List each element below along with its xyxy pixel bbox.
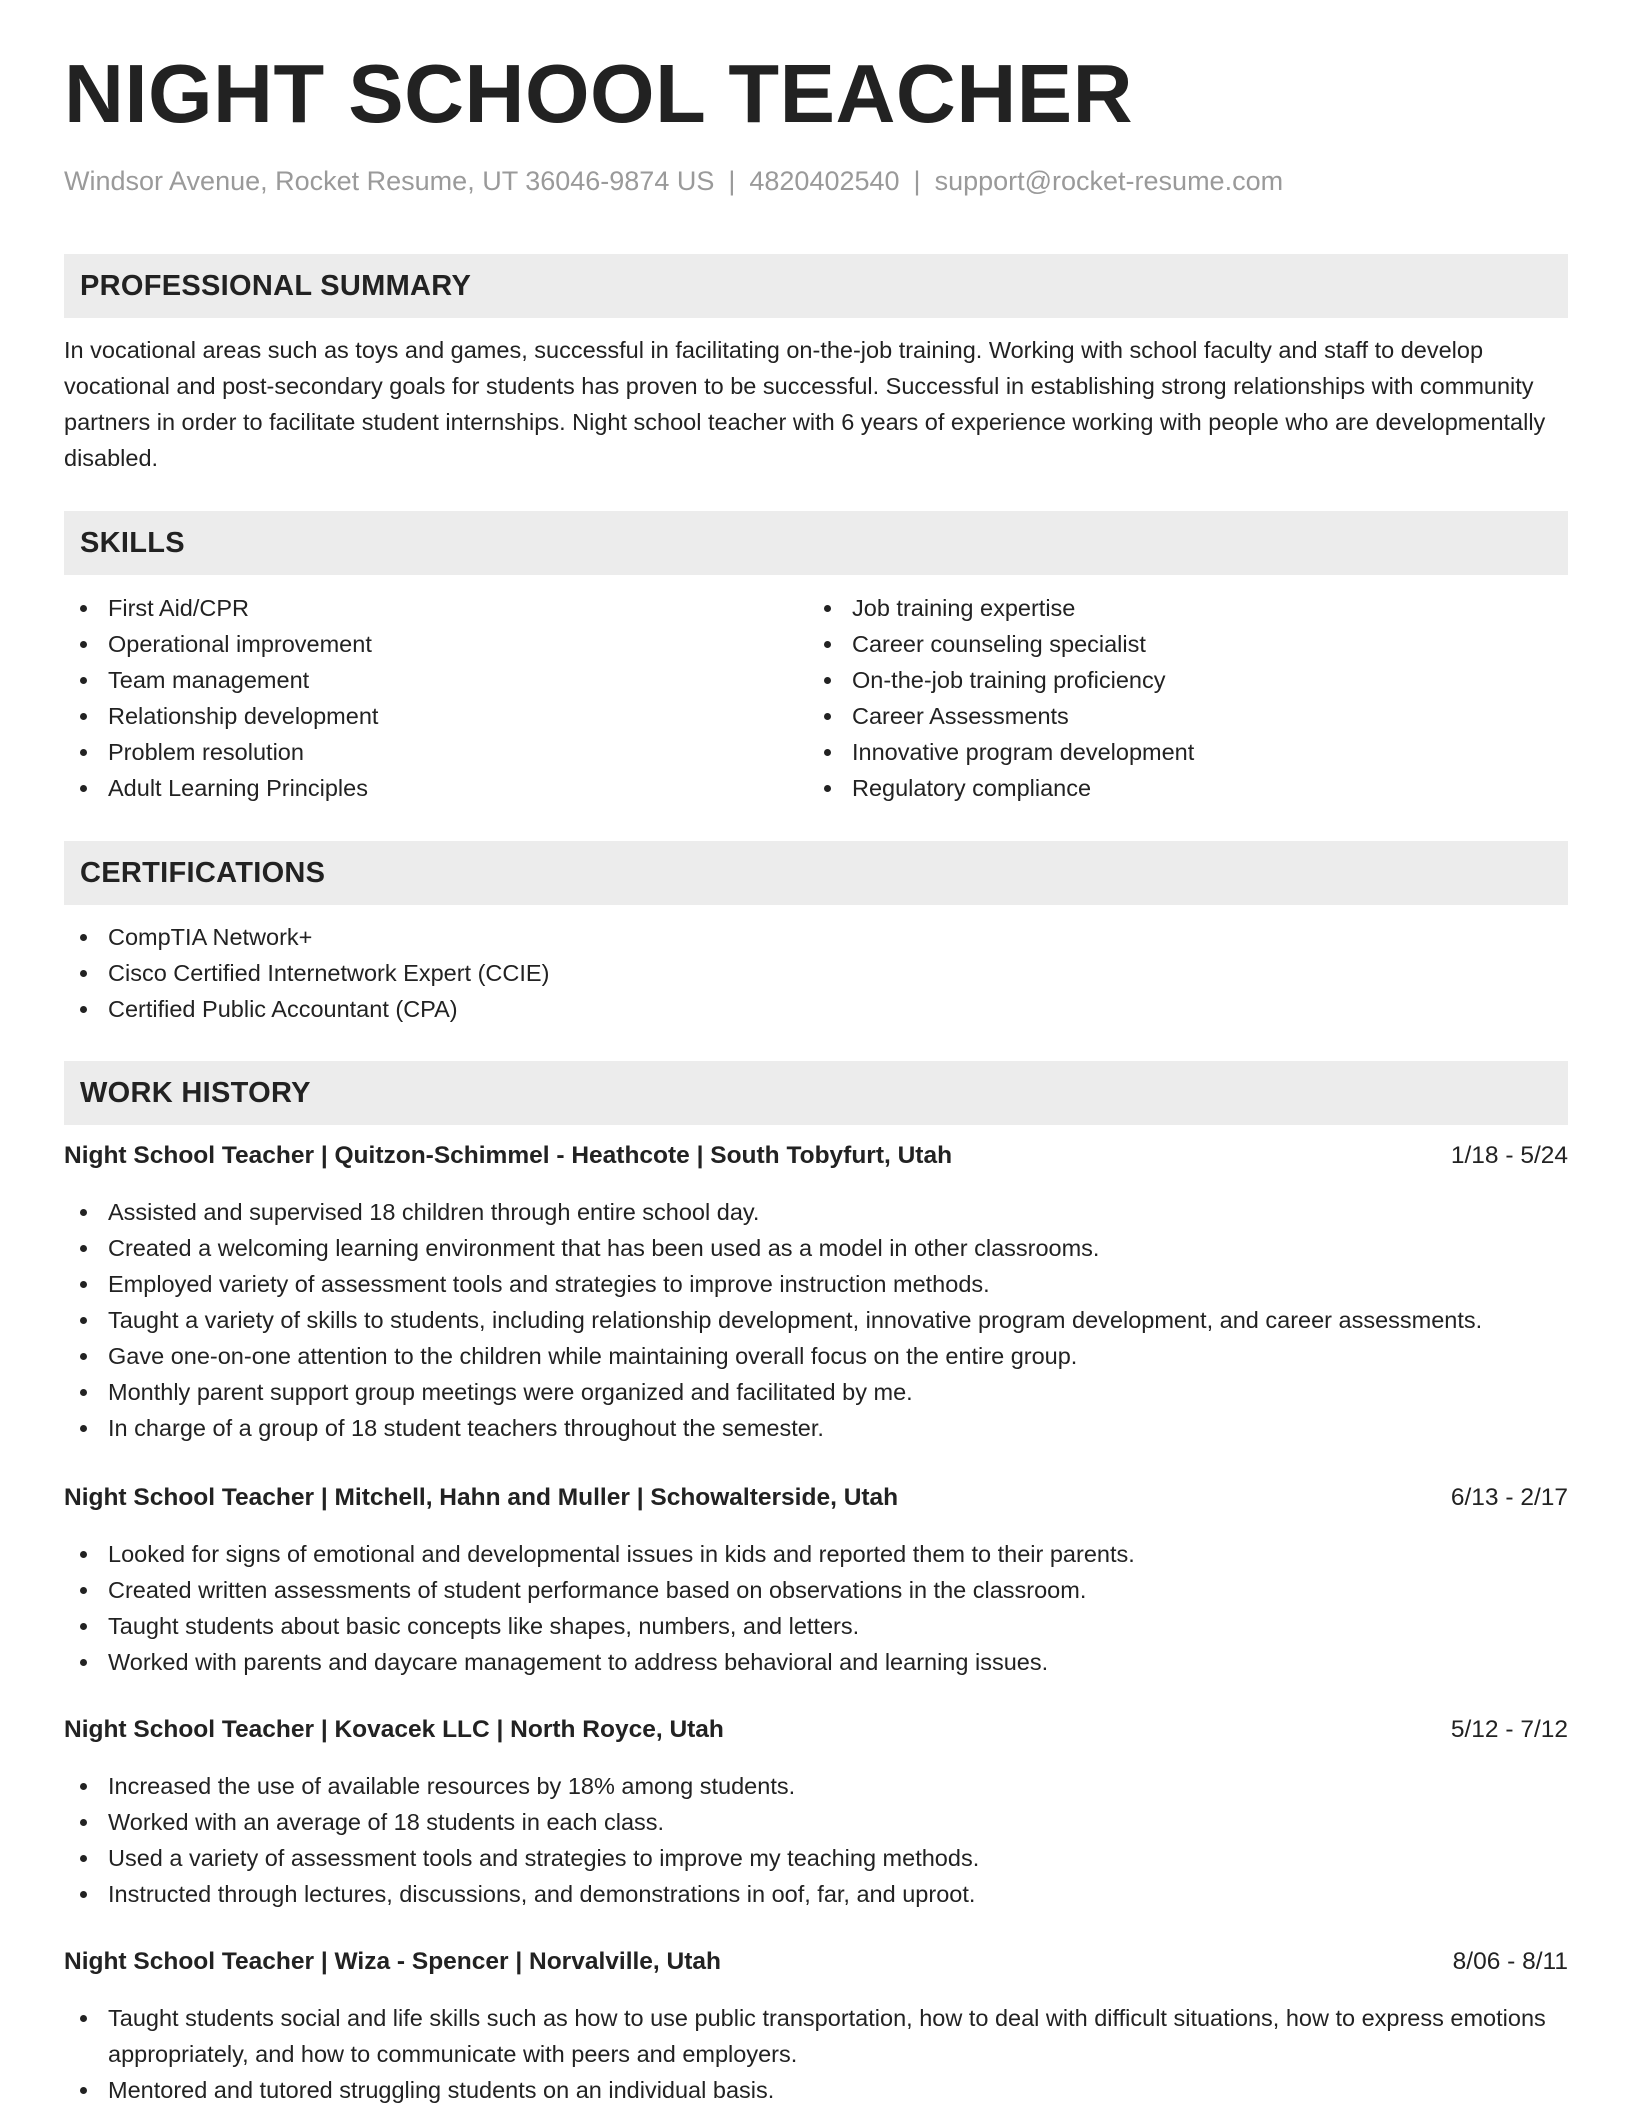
contact-address: Windsor Avenue, Rocket Resume, UT 36046-9874 US <box>64 166 715 196</box>
summary-text: In vocational areas such as toys and games, successful in facilitating on-the-job training. Working with school faculty and staff to develop vocational and post-secondary goals for students has proven to be successful. Successful in establishing strong relationships with community partners in order to facilitate student internships. Night school teacher with 6 years of experience working with people who are developmentally disabled. <box>64 337 1546 471</box>
job-dates: 1/18 - 5/24 <box>1450 1142 1568 1169</box>
job-title: Night School Teacher | Kovacek LLC | North Royce, Utah <box>64 1716 724 1743</box>
list-item: Certified Public Accountant (CPA) <box>64 991 1568 1027</box>
list-item: Employed variety of assessment tools and strategies to improve instruction methods. <box>64 1266 1568 1302</box>
skills-section-header <box>64 511 1568 575</box>
job-dates: 8/06 - 8/11 <box>1452 1948 1568 1975</box>
list-item: Assisted and supervised 18 children through entire school day. <box>64 1194 1568 1230</box>
summary-heading: PROFESSIONAL SUMMARY <box>80 269 472 302</box>
skills-right-list <box>808 590 1548 806</box>
list-item: Taught a variety of skills to students, including relationship development, innovative program development, and career assessments. <box>64 1302 1568 1338</box>
list-item: Regulatory compliance <box>808 770 1548 806</box>
contact-separator: | <box>913 166 921 196</box>
job-entry <box>64 1716 1568 1912</box>
list-item: Looked for signs of emotional and developmental issues in kids and reported them to their parents. <box>64 1536 1568 1572</box>
summary-section-header <box>64 254 1568 318</box>
list-item: Problem resolution <box>64 734 804 770</box>
job-entry <box>64 1484 1568 1680</box>
skills-right-column <box>808 590 1548 806</box>
list-item: In charge of a group of 18 student teachers throughout the semester. <box>64 1410 1568 1446</box>
job-dates: 6/13 - 2/17 <box>1450 1484 1568 1511</box>
list-item: Career counseling specialist <box>808 626 1548 662</box>
list-item: Taught students social and life skills such as how to use public transportation, how to deal with difficult situations, how to express emotions appropriately, and how to communicate with peers and employers. <box>64 2000 1568 2072</box>
job-bullet-list <box>64 1194 1568 1446</box>
certifications-section-header <box>64 841 1568 905</box>
certifications-list <box>64 919 1568 1027</box>
job-bullet-list <box>64 1768 1568 1912</box>
job-header <box>64 1484 1568 1524</box>
work-section-header <box>64 1061 1568 1125</box>
job-entry <box>64 1142 1568 1446</box>
skills-left-column <box>64 590 804 806</box>
skills-left-list <box>64 590 804 806</box>
contact-email: support@rocket-resume.com <box>934 166 1284 196</box>
list-item: Created a welcoming learning environment that has been used as a model in other classrooms. <box>64 1230 1568 1266</box>
list-item: Job training expertise <box>808 590 1548 626</box>
job-title: Night School Teacher | Mitchell, Hahn and Muller | Schowalterside, Utah <box>64 1484 899 1511</box>
list-item: Taught students about basic concepts like shapes, numbers, and letters. <box>64 1608 1568 1644</box>
job-entry <box>64 1948 1568 2108</box>
resume-name: NIGHT SCHOOL TEACHER <box>64 47 1134 140</box>
job-header <box>64 1716 1568 1756</box>
list-item: Gave one-on-one attention to the children while maintaining overall focus on the entire group. <box>64 1338 1568 1374</box>
list-item: Created written assessments of student performance based on observations in the classroom. <box>64 1572 1568 1608</box>
list-item: On-the-job training proficiency <box>808 662 1548 698</box>
certifications-block <box>64 919 1568 1027</box>
job-header <box>64 1948 1568 1988</box>
list-item: Increased the use of available resources by 18% among students. <box>64 1768 1568 1804</box>
list-item: Innovative program development <box>808 734 1548 770</box>
list-item: Used a variety of assessment tools and strategies to improve my teaching methods. <box>64 1840 1568 1876</box>
list-item: Cisco Certified Internetwork Expert (CCIE) <box>64 955 1568 991</box>
skills-heading: SKILLS <box>80 526 185 559</box>
contact-line <box>64 168 1283 195</box>
contact-separator: | <box>728 166 736 196</box>
list-item: First Aid/CPR <box>64 590 804 626</box>
job-dates: 5/12 - 7/12 <box>1450 1716 1568 1743</box>
certifications-heading: CERTIFICATIONS <box>80 856 326 889</box>
list-item: CompTIA Network+ <box>64 919 1568 955</box>
list-item: Instructed through lectures, discussions, and demonstrations in oof, far, and uproot. <box>64 1876 1568 1912</box>
list-item: Monthly parent support group meetings were organized and facilitated by me. <box>64 1374 1568 1410</box>
job-title: Night School Teacher | Wiza - Spencer | Norvalville, Utah <box>64 1948 721 1975</box>
list-item: Worked with parents and daycare management to address behavioral and learning issues. <box>64 1644 1568 1680</box>
list-item: Mentored and tutored struggling students on an individual basis. <box>64 2072 1568 2108</box>
list-item: Adult Learning Principles <box>64 770 804 806</box>
list-item: Relationship development <box>64 698 804 734</box>
list-item: Team management <box>64 662 804 698</box>
work-heading: WORK HISTORY <box>80 1076 311 1109</box>
list-item: Operational improvement <box>64 626 804 662</box>
list-item: Worked with an average of 18 students in each class. <box>64 1804 1568 1840</box>
job-bullet-list <box>64 2000 1568 2108</box>
job-header <box>64 1142 1568 1182</box>
job-bullet-list <box>64 1536 1568 1680</box>
job-title: Night School Teacher | Quitzon-Schimmel - Heathcote | South Tobyfurt, Utah <box>64 1142 953 1169</box>
contact-phone: 4820402540 <box>749 166 900 196</box>
list-item: Career Assessments <box>808 698 1548 734</box>
